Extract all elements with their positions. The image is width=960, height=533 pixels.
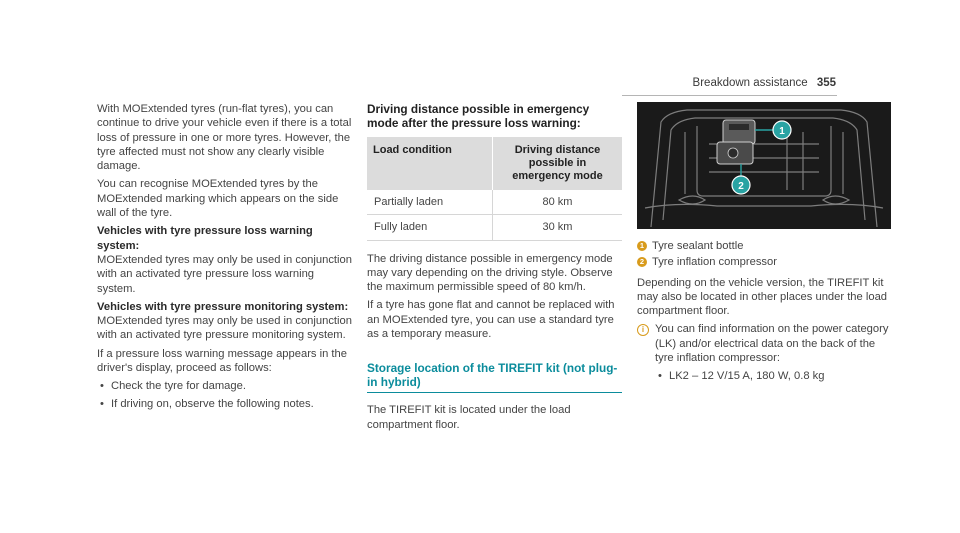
legend-label: Tyre inflation compressor xyxy=(652,256,777,269)
header-rule xyxy=(622,95,837,96)
pressure-monitoring-body: MOExtended tyres may only be used in conjunction with an activated tyre pressure monitoring system. xyxy=(97,315,352,342)
legend-label: Tyre sealant bottle xyxy=(652,240,744,252)
column-right xyxy=(637,102,892,387)
storage-location-heading: Storage location of the TIREFIT kit (not plug-in hybrid) xyxy=(367,361,622,393)
callout-number: 1 xyxy=(779,126,785,137)
driving-style-paragraph: The driving distance possible in emergency mode may vary depending on the driving style. Observe the maximum permissible speed of 80 km/h. xyxy=(367,252,613,294)
column-header: Load condition xyxy=(367,137,493,190)
load-compartment-drawing xyxy=(637,102,891,229)
recognise-paragraph: You can recognise MOExtended tyres by the MOExtended marking which appears on the side wall of the tyre. xyxy=(97,178,339,220)
list-item: • If driving on, observe the following notes. xyxy=(97,397,352,411)
legend-number: 2 xyxy=(637,257,647,267)
column-header: Driving distance possible in emergency mode xyxy=(493,137,623,190)
standard-tyre-paragraph: If a tyre has gone flat and cannot be replaced with an MOExtended tyre, you can use a standard tyre as a temporary measure. xyxy=(367,299,615,341)
action-list xyxy=(97,379,352,411)
tyre-inflation-compressor-shape xyxy=(717,142,753,164)
pressure-monitoring-heading: Vehicles with tyre pressure monitoring system: xyxy=(97,300,349,313)
table-cell: Partially laden xyxy=(367,190,493,215)
table-title: Driving distance possible in emergency mode after the pressure loss warning: xyxy=(367,102,590,130)
info-note xyxy=(637,322,892,386)
location-paragraph: Depending on the vehicle version, the TIREFIT kit may also be located in other places under the load compartment floor. xyxy=(637,276,888,318)
tyre-sealant-bottle-shape xyxy=(723,120,755,144)
intro-paragraph: With MOExtended tyres (run-flat tyres), you can continue to drive your vehicle even if there is a total loss of pressure in one or more tyres. However, the tyre affected must not show any clearly visible damage. xyxy=(97,103,352,173)
callout-marker-2 xyxy=(732,176,750,194)
table-row xyxy=(367,215,622,240)
legend-item xyxy=(637,255,892,269)
column-left xyxy=(97,102,352,414)
list-item: • Check the tyre for damage. xyxy=(97,379,352,393)
list-item: • LK2 – 12 V/15 A, 180 W, 0.8 kg xyxy=(655,369,892,383)
table-cell: Fully laden xyxy=(367,215,493,240)
legend-number: 1 xyxy=(637,241,647,251)
section-title: Breakdown assistance xyxy=(692,77,808,89)
legend-item xyxy=(637,239,892,253)
page-header xyxy=(693,77,836,89)
callout-marker-1 xyxy=(773,121,791,139)
pressure-loss-heading: Vehicles with tyre pressure loss warning system: xyxy=(97,225,313,252)
tirefit-kit-illustration xyxy=(637,102,891,229)
callout-number: 2 xyxy=(738,181,744,192)
info-text: You can find information on the power category (LK) and/or electrical data on the back of the tyre inflation compressor: xyxy=(655,323,889,365)
table-row xyxy=(367,190,622,215)
table-cell: 30 km xyxy=(493,215,623,240)
info-body xyxy=(655,322,892,386)
page-number: 355 xyxy=(816,77,836,89)
info-icon: i xyxy=(637,324,649,336)
driving-distance-table xyxy=(367,137,622,241)
warning-paragraph: If a pressure loss warning message appears in the driver's display, proceed as follows: xyxy=(97,347,347,375)
table-header-row xyxy=(367,137,622,190)
table-cell: 80 km xyxy=(493,190,623,215)
storage-location-paragraph: The TIREFIT kit is located under the load compartment floor. xyxy=(367,404,571,431)
column-middle xyxy=(367,102,622,436)
pressure-loss-body: MOExtended tyres may only be used in conjunction with an activated tyre pressure loss warning system. xyxy=(97,253,352,295)
info-list xyxy=(655,369,892,383)
